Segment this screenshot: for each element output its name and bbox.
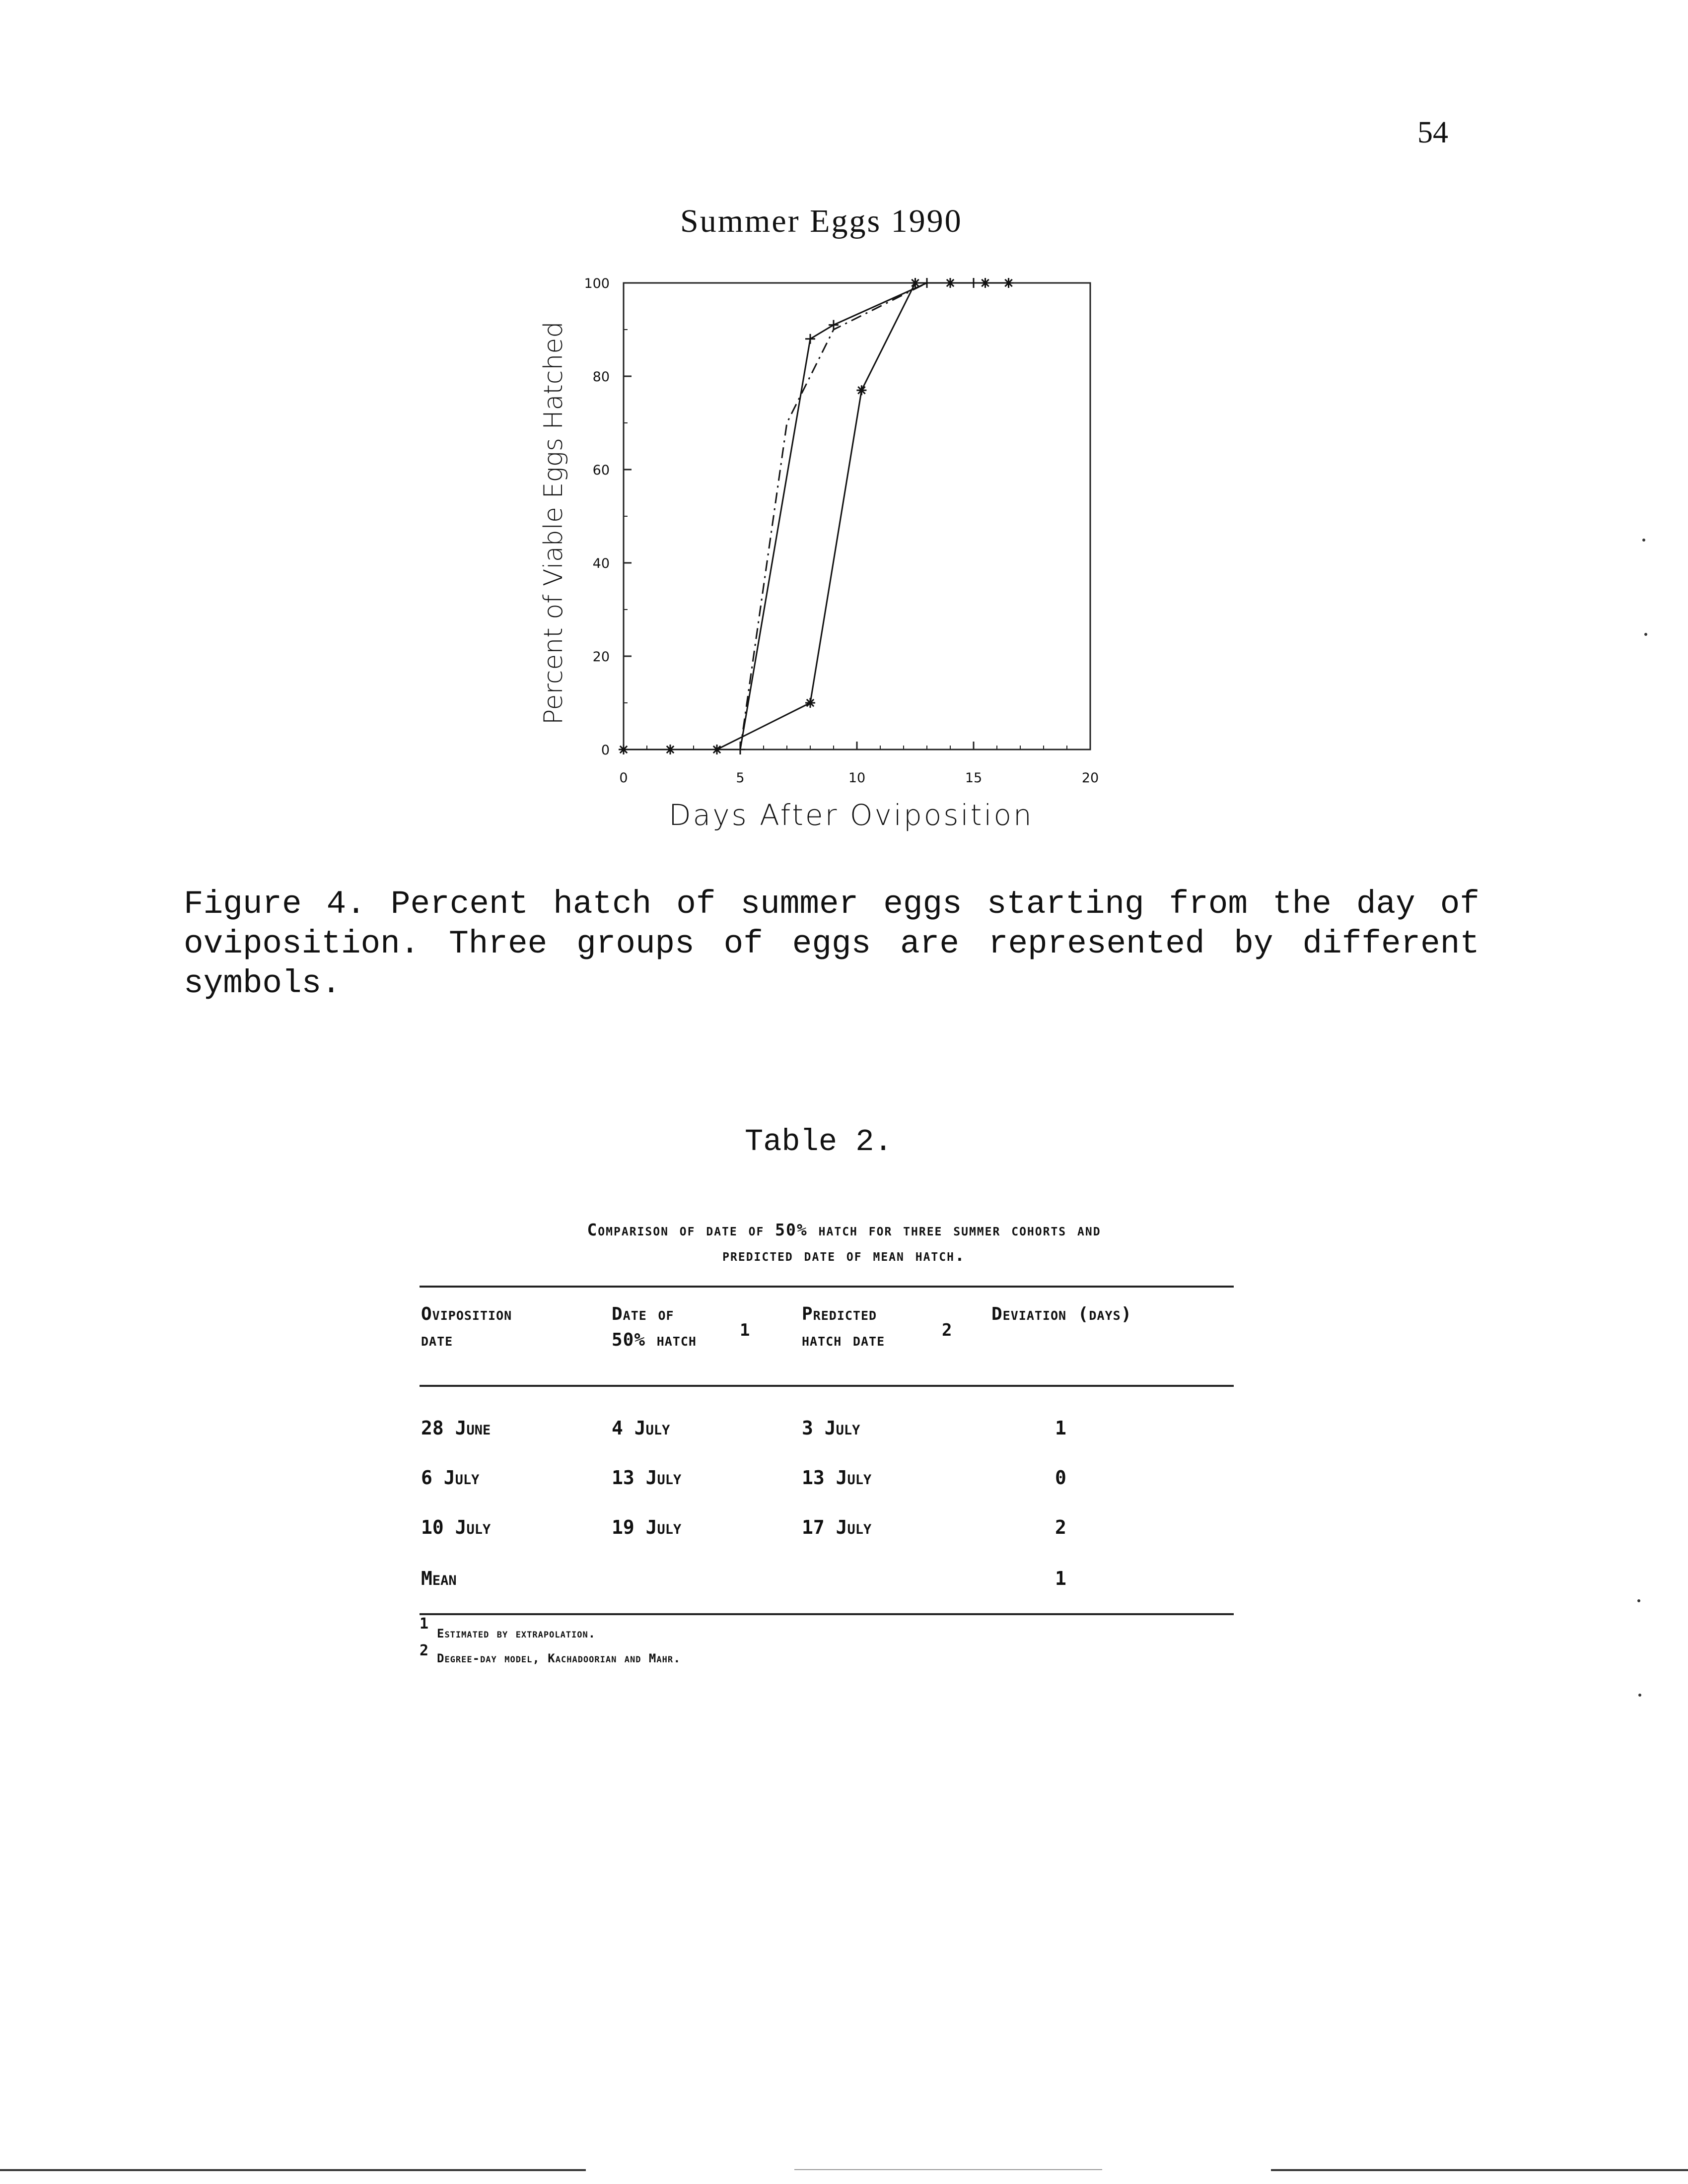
series-3-point (619, 745, 629, 754)
row3-oviposition: 10 July (421, 1516, 491, 1538)
table-title: Table 2. (745, 1124, 893, 1160)
figure-caption: Figure 4. Percent hatch of summer eggs starting from the day of oviposition. Three groups of eggs are represented by different symbols. (184, 886, 1479, 1002)
x-tick-label: 5 (736, 770, 745, 786)
y-tick-label: 100 (584, 276, 610, 291)
row1-hatch50: 4 July (612, 1417, 670, 1439)
footnote-2-number: 2 (420, 1642, 429, 1659)
series-3-line (624, 283, 1009, 750)
series-3-point (805, 698, 815, 708)
series-1-point (805, 334, 815, 344)
plot-frame (624, 283, 1090, 750)
scan-speck (1638, 1694, 1641, 1697)
x-axis-title: Days After Oviposition (669, 798, 1034, 832)
row2-deviation: 0 (1055, 1467, 1066, 1489)
table-caption (417, 1217, 1271, 1268)
series-3-point (1004, 278, 1014, 288)
series-2-line (624, 283, 974, 750)
scan-edge-line (1271, 2169, 1688, 2171)
row1-oviposition: 28 June (421, 1417, 491, 1439)
header-oviposition-date: Oviposition date (421, 1304, 512, 1350)
header-predicted-hatch-date: Predicted hatch date (802, 1304, 885, 1350)
header-footnote-mark-1: 1 (740, 1320, 750, 1340)
table-caption-line2: predicted date of mean hatch. (722, 1245, 966, 1265)
scan-speck (1637, 1599, 1640, 1602)
x-tick-label: 0 (619, 770, 628, 786)
series-3-point (981, 278, 990, 288)
page-number: 54 (1417, 116, 1448, 149)
header-footnote-mark-2: 2 (942, 1320, 952, 1340)
footnote-1-number: 1 (420, 1615, 429, 1633)
scan-edge-line (794, 2169, 1102, 2170)
series-3-point (712, 745, 722, 754)
chart-title: Summer Eggs 1990 (680, 203, 963, 239)
series-3-point (945, 278, 955, 288)
scan-speck (1644, 633, 1647, 636)
series-3-point (665, 745, 675, 754)
header-deviation-days: Deviation (days) (991, 1304, 1132, 1324)
table-top-rule (420, 1286, 1234, 1288)
series-3-point (911, 278, 920, 288)
row3-hatch50: 19 July (612, 1516, 682, 1538)
header-date-50-hatch: Date of 50% hatch (612, 1304, 697, 1350)
hatch-line-chart (546, 263, 1117, 799)
y-axis-title: Percent of Viable Eggs Hatched (539, 321, 568, 725)
x-tick-label: 15 (965, 770, 983, 786)
y-tick-label: 60 (592, 463, 610, 478)
row2-predicted: 13 July (802, 1467, 872, 1489)
y-tick-label: 0 (601, 743, 610, 758)
footnote-2-text: Degree-day model, Kachadoorian and Mahr. (437, 1651, 681, 1665)
table-bottom-rule (420, 1613, 1234, 1615)
mean-label: Mean (421, 1568, 457, 1589)
x-tick-label: 20 (1081, 770, 1099, 786)
row1-predicted: 3 July (802, 1417, 860, 1439)
row3-deviation: 2 (1055, 1516, 1066, 1538)
row1-deviation: 1 (1055, 1417, 1066, 1439)
row2-oviposition: 6 July (421, 1467, 480, 1489)
mean-value: 1 (1055, 1568, 1066, 1589)
table-header-rule (420, 1385, 1234, 1387)
series-1-line (624, 283, 974, 750)
scan-speck (1642, 539, 1645, 542)
y-tick-label: 40 (592, 556, 610, 571)
x-tick-label: 10 (848, 770, 866, 786)
series-3-point (856, 385, 866, 395)
table-caption-line1: Comparison of date of 50% hatch for three summer cohorts and (587, 1220, 1101, 1239)
y-tick-label: 20 (592, 649, 610, 665)
footnote-1-text: Estimated by extrapolation. (437, 1627, 596, 1640)
row2-hatch50: 13 July (612, 1467, 682, 1489)
row3-predicted: 17 July (802, 1516, 872, 1538)
scan-edge-line (0, 2169, 586, 2171)
y-tick-label: 80 (592, 369, 610, 385)
